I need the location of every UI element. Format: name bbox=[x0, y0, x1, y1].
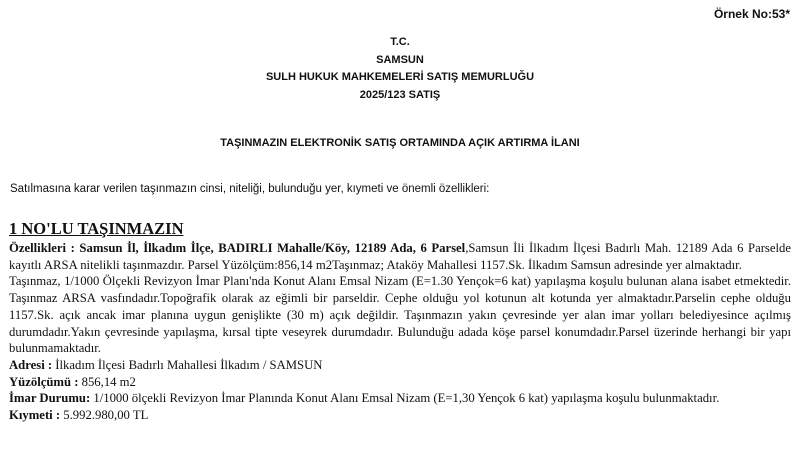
example-number: Örnek No:53* bbox=[713, 7, 790, 21]
features-label: Özellikleri : Samsun İl, İlkadım İlçe, BADIRLI Mahalle/Köy, 12189 Ada, 6 Parsel bbox=[9, 241, 466, 255]
header-line-file-no: 2025/123 SATIŞ bbox=[359, 88, 441, 101]
area-row bbox=[9, 374, 791, 391]
features-paragraph bbox=[9, 240, 791, 273]
zoning-label: İmar Durumu: bbox=[9, 391, 91, 406]
value-amount: 5.992.980,00 TL bbox=[60, 408, 149, 423]
features-text: ,Samsun İli İlkadım İlçesi Badırlı Mah. 12189 Ada 6 Parselde kayıtlı ARSA nitelikli taşınmazdır. Parsel Yüzölçüm:856,14 m2Taşınmaz; Ataköy Mahallesi 1157.Sk. İlkadım Samsun adresinde yer almaktadır. bbox=[9, 241, 791, 272]
announcement-title: TAŞINMAZIN ELEKTRONİK SATIŞ ORTAMINDA AÇIK ARTIRMA İLANI bbox=[220, 137, 580, 149]
property-details bbox=[9, 240, 791, 424]
address-value: İlkadım İlçesi Badırlı Mahallesi İlkadım / SAMSUN bbox=[52, 357, 323, 372]
area-value: 856,14 m2 bbox=[78, 374, 136, 389]
description-paragraph: Taşınmaz, 1/1000 Ölçekli Revizyon İmar Planı'nda Konut Alanı Emsal Nizam (E=1.30 Yençok=6 kat) yapılaşma koşulu bulunan alana isabet etmektedir. Taşınmaz ARSA vasfındadır.Topoğrafik olarak az eğimli bir parseldir. Cephe olduğu yol kotunun alt kotunda yer almaktadır.Parselin cephe olduğu 1157.Sk. açık ancak imar planına uygun genişlikte (30 m) açık değildir. Taşınmazın yakın çevresinde yer alan imar yolları belediyesince açılmış durumdadır.Yakın çevresinde yapılaşma, kırsal tipte veseyrek durumdadır. Bulunduğu adada köşe parsel konumdadır.Parsel üzerinde herhangi bir yapı bulunmamaktadır. bbox=[9, 274, 791, 356]
header-line-tc: T.C. bbox=[390, 36, 410, 48]
value-label: Kıymeti : bbox=[9, 408, 61, 423]
intro-text: Satılmasına karar verilen taşınmazın cinsi, niteliği, bulunduğu yer, kıymeti ve önemli özellikleri: bbox=[10, 183, 490, 195]
zoning-value: 1/1000 ölçekli Revizyon İmar Planında Konut Alanı Emsal Nizam (E=1,30 Yençok 6 kat) yapılaşma koşulu bulunmaktadır. bbox=[90, 391, 720, 406]
address-label: Adresi : bbox=[9, 357, 53, 372]
header-line-office: SULH HUKUK MAHKEMELERİ SATIŞ MEMURLUĞU bbox=[265, 71, 535, 83]
address-row bbox=[9, 357, 791, 374]
header-line-city: SAMSUN bbox=[376, 53, 424, 66]
zoning-row bbox=[9, 390, 791, 407]
institution-header bbox=[0, 34, 800, 104]
value-row bbox=[9, 407, 791, 424]
area-label: Yüzölçümü : bbox=[9, 374, 79, 389]
property-heading: 1 NO'LU TAŞINMAZIN bbox=[9, 219, 184, 238]
